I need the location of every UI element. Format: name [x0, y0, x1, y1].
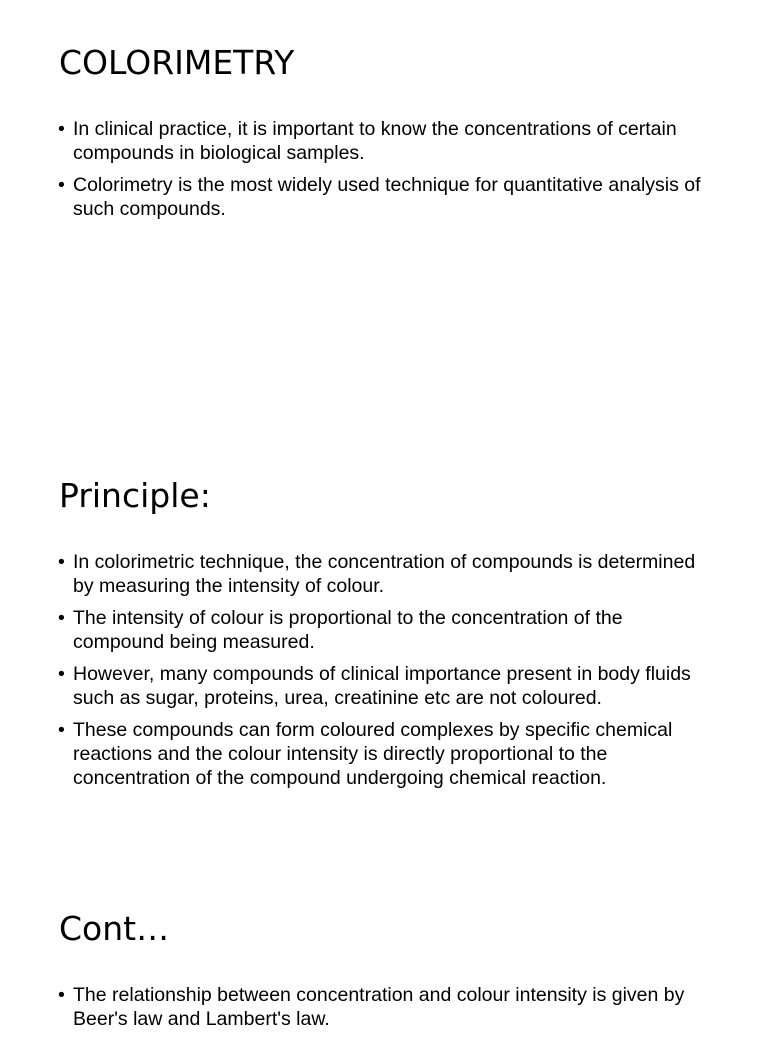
slide-title: Cont…	[59, 909, 170, 948]
bullet-item	[58, 117, 708, 165]
bullet-item	[58, 718, 708, 790]
bullet-text: However, many compounds of clinical importance present in body fluids such as sugar, proteins, urea, creatinine etc are not coloured.	[73, 663, 691, 709]
bullet-dot-icon: •	[58, 118, 65, 140]
bullet-dot-icon: •	[58, 719, 65, 741]
slide-title: Principle:	[59, 476, 211, 515]
bullet-text: These compounds can form coloured complexes by specific chemical reactions and the colour intensity is directly proportional to the concentration of the compound undergoing chemical reaction.	[73, 719, 673, 789]
bullet-text: Colorimetry is the most widely used technique for quantitative analysis of such compounds.	[73, 174, 701, 220]
bullet-dot-icon: •	[58, 551, 65, 573]
slide-cont	[0, 860, 768, 1030]
slide-title: COLORIMETRY	[59, 43, 295, 82]
bullet-text: The relationship between concentration and colour intensity is given by Beer's law and Lambert's law.	[73, 984, 685, 1030]
bullet-text: In clinical practice, it is important to know the concentrations of certain compounds in biological samples.	[73, 118, 677, 164]
bullet-list	[58, 983, 708, 1039]
bullet-item	[58, 550, 708, 598]
slide-colorimetry	[0, 0, 768, 430]
bullet-list	[58, 117, 708, 229]
bullet-dot-icon: •	[58, 663, 65, 685]
bullet-item	[58, 173, 708, 221]
bullet-list	[58, 550, 708, 798]
bullet-item	[58, 606, 708, 654]
bullet-dot-icon: •	[58, 174, 65, 196]
bullet-item	[58, 662, 708, 710]
bullet-text: The intensity of colour is proportional to the concentration of the compound being measured.	[73, 607, 623, 653]
bullet-dot-icon: •	[58, 984, 65, 1006]
bullet-dot-icon: •	[58, 607, 65, 629]
bullet-text: In colorimetric technique, the concentration of compounds is determined by measuring the intensity of colour.	[73, 551, 696, 597]
slide-principle	[0, 430, 768, 860]
